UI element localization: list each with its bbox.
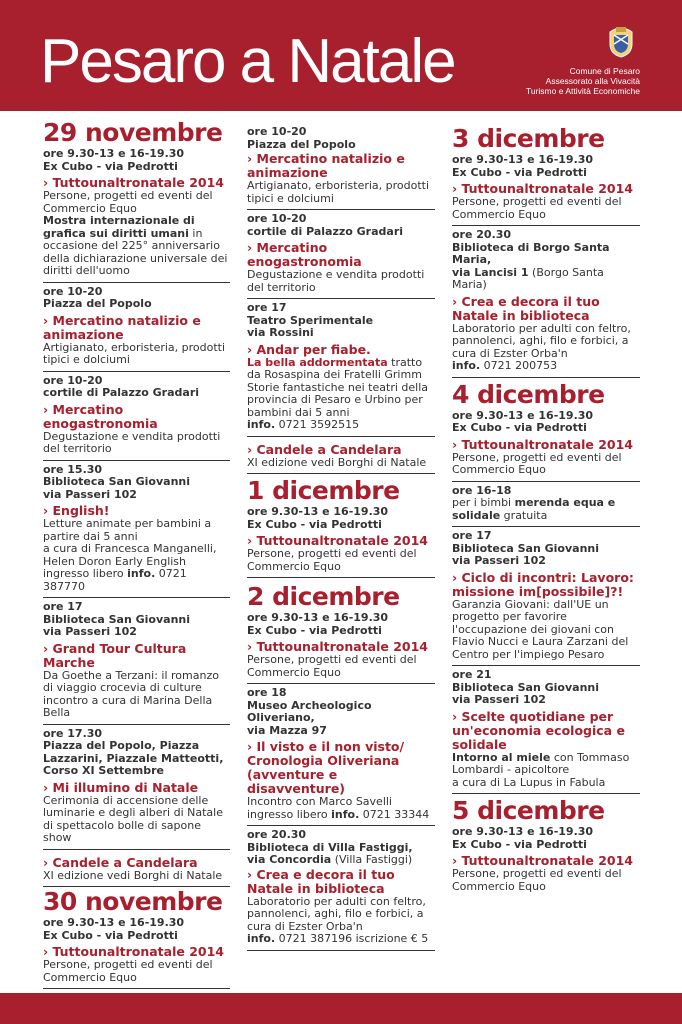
event-desc-text: per i bimbi <box>452 496 515 509</box>
event-place: via Passeri 102 <box>43 487 137 501</box>
event-desc: Garanzia Giovani: dall'UE un progetto per favorire l'occupazione dei giovani con Flavio Nucci e Laura Zarzani del Centro per l'impiego Pesaro <box>452 597 629 661</box>
event-title-link[interactable]: › Crea e decora il tuo Natale in biblioteca <box>452 293 600 323</box>
column-3 <box>452 124 640 897</box>
event-time: ore 15.30 <box>43 462 103 476</box>
event-place: cortile di Palazzo Gradari <box>247 224 404 238</box>
day-heading: 3 dicembre <box>452 124 605 153</box>
event <box>43 461 230 599</box>
info-phone: 0721 33344 <box>359 807 430 821</box>
event-title-link[interactable]: › Tuttounaltronatale 2014 <box>452 436 633 452</box>
event-time: ore 10-20 <box>247 212 307 225</box>
event-info <box>452 360 640 373</box>
comune-line: Assessorato alla Vivacità <box>545 76 640 86</box>
event-desc-text: ingresso libero <box>43 567 128 580</box>
event-place-area: (Borgo Santa Maria) <box>452 265 604 291</box>
event-desc <box>452 497 640 522</box>
info-label: info. <box>127 567 156 580</box>
event-highlight: Mostra internazionale di grafica sui diritti umani <box>43 214 195 240</box>
info-label: info. <box>247 932 276 945</box>
event-time: ore 18 <box>247 686 287 699</box>
event-info <box>247 933 435 946</box>
event-place-area: (Villa Fastiggi) <box>331 853 413 866</box>
event-desc: Persone, progetti ed eventi del Commercio Equo <box>43 958 213 984</box>
event-place: cortile di Palazzo Gradari <box>43 386 200 399</box>
event-place-street: via Concordia <box>247 853 332 866</box>
event-title-link[interactable]: › Crea e decora il tuo Natale in biblioteca <box>247 866 395 896</box>
event-title-link[interactable]: › Tuttounaltronatale 2014 <box>43 175 224 190</box>
event-desc: Laboratorio per adulti con feltro, pannolenci, aghi, filo e forbici, a cura di Ezster Orba'n <box>452 321 631 360</box>
event-title-link[interactable]: › Mercatino natalizio e animazione <box>43 312 201 342</box>
event-desc: Cerimonia di accensione delle luminarie e degli alberi di Natale di spettacolo bolle di sapone show <box>43 793 223 844</box>
day-heading: 30 novembre <box>43 887 223 916</box>
event-place: Ex Cubo - via Pedrotti <box>452 421 587 434</box>
event-title-link[interactable]: › Andar per fiabe. <box>247 341 371 357</box>
info-phone: 0721 387196 iscrizione € 5 <box>275 932 429 945</box>
event-desc: Letture animate per bambini a partire dai 5 anni <box>43 517 212 543</box>
event-title-link[interactable]: › Mercatino enogastronomia <box>247 240 362 269</box>
info-phone: 0721 387770 <box>43 567 187 593</box>
event-desc <box>247 357 435 420</box>
event-time: ore 10-20 <box>43 373 103 387</box>
event-title-link[interactable]: › Mi illumino di Natale <box>43 779 199 795</box>
event-desc <box>43 215 230 278</box>
event <box>452 666 640 794</box>
event-title-link[interactable]: › Il visto e il non visto/ Cronologia Oliveriana (avventure e disavventure) <box>247 739 405 796</box>
event-title-link[interactable]: › Mercatino enogastronomia <box>43 401 158 431</box>
day-heading: 1 dicembre <box>247 476 400 505</box>
event-time: ore 9.30-13 e 16-19.30 <box>452 153 594 166</box>
event <box>452 482 640 528</box>
event-title-link[interactable]: › English! <box>43 503 110 518</box>
event <box>43 850 230 888</box>
info-label: info. <box>452 359 481 372</box>
event-place <box>247 854 435 867</box>
event-desc-text: tratto da Rosaspina dei Fratelli Grimm Storie fantastiche nei teatri della provincia di Pesaro e Urbino per bambini dai 5 anni <box>247 355 428 419</box>
event-title-link[interactable]: › Tuttounaltronatale 2014 <box>43 944 224 959</box>
event <box>452 410 640 482</box>
event-place: via Mazza 97 <box>247 723 327 737</box>
event-desc: Persone, progetti ed eventi del Commercio Equo <box>452 450 622 476</box>
event-time: ore 9.30-13 e 16-19.30 <box>247 611 389 624</box>
event-highlight: merenda equa e solidale <box>452 496 616 522</box>
event-title-link[interactable]: › Mercatino natalizio e animazione <box>247 151 405 180</box>
event-desc: Artigianato, erboristeria, prodotti tipici e dolciumi <box>247 179 430 205</box>
event-time: ore 17.30 <box>43 726 103 740</box>
event-highlight: La bella addormentata <box>247 355 388 369</box>
event-title-link[interactable]: › Tuttounaltronatale 2014 <box>452 853 633 868</box>
event-desc: a cura di La Lupus in Fabula <box>452 775 606 789</box>
event-place-street: via Lancisi 1 <box>452 265 529 279</box>
event-place: Teatro Sperimentale <box>247 313 374 327</box>
event-place: Ex Cubo - via Pedrotti <box>43 159 178 173</box>
event-desc: Persone, progetti ed eventi del Commercio Equo <box>247 547 417 573</box>
event-place: via Rossini <box>247 326 314 339</box>
day-heading: 5 dicembre <box>452 796 605 825</box>
info-label: info. <box>331 807 360 821</box>
page-title: Pesaro a Natale <box>40 27 455 96</box>
event-time: ore 21 <box>452 668 492 681</box>
event <box>43 148 230 283</box>
event-time: ore 9.30-13 e 16-19.30 <box>43 916 185 929</box>
event-place: via Passeri 102 <box>452 693 546 706</box>
event-place: via Passeri 102 <box>43 625 137 638</box>
event-time: ore 9.30-13 e 16-19.30 <box>452 825 594 838</box>
event <box>43 725 230 850</box>
event-title-link[interactable]: › Candele a Candelara <box>43 854 198 870</box>
event <box>247 826 435 951</box>
event-desc <box>452 752 640 777</box>
event-time: ore 17 <box>43 600 83 613</box>
event-title-link[interactable]: › Tuttounaltronatale 2014 <box>247 639 428 654</box>
coat-of-arms-icon <box>606 24 636 58</box>
event <box>452 226 640 378</box>
event <box>247 210 435 299</box>
event-desc: Da Goethe a Terzani: il romanzo di viaggio crocevia di culture incontro a cura di Marina Della Bella <box>43 668 219 719</box>
event <box>247 684 435 826</box>
event-time: ore 9.30-13 e 16-19.30 <box>452 408 594 422</box>
event <box>247 299 435 437</box>
event-info <box>247 419 435 432</box>
event-place: Biblioteca di Borgo Santa Maria, <box>452 240 610 266</box>
event-title-link[interactable]: › Tuttounaltronatale 2014 <box>452 181 633 196</box>
event-time: ore 9.30-13 e 16-19.30 <box>247 505 389 518</box>
event-place: Ex Cubo - via Pedrotti <box>452 837 587 851</box>
event <box>247 506 435 578</box>
event-info <box>43 568 230 593</box>
event-place: Piazza del Popolo <box>247 137 356 151</box>
event-desc-text: con Tommaso Lombardi - apicoltore <box>452 750 630 776</box>
day-heading: 2 dicembre <box>247 582 400 611</box>
event-title-link[interactable]: › Ciclo di incontri: Lavoro: missione im[possibile]?! <box>452 569 634 599</box>
info-label: info. <box>247 418 276 431</box>
event <box>43 283 230 372</box>
event <box>452 527 640 666</box>
comune-credit <box>526 66 640 96</box>
header-banner <box>0 0 682 111</box>
event-place: Biblioteca San Giovanni <box>452 541 600 555</box>
event <box>247 437 435 475</box>
event <box>452 154 640 226</box>
event-desc: Laboratorio per adulti con feltro, pannolenci, aghi, filo e forbici, a cura di Ezster Orba'n <box>247 894 426 933</box>
event-place: Piazza del Popolo <box>43 297 152 310</box>
info-phone: 0721 3592515 <box>275 418 360 431</box>
event-place: Biblioteca San Giovanni <box>43 612 191 626</box>
event-desc: XI edizione vedi Borghi di Natale <box>247 455 427 469</box>
column-2 <box>247 126 435 951</box>
event-place: via Passeri 102 <box>452 554 546 567</box>
event-time: ore 9.30-13 e 16-19.30 <box>43 147 185 160</box>
event-desc: XI edizione vedi Borghi di Natale <box>43 868 223 882</box>
event-time: ore 10-20 <box>247 125 307 138</box>
event-desc: Persone, progetti ed eventi del Commercio Equo <box>43 189 213 215</box>
event-place: Biblioteca San Giovanni <box>452 680 600 694</box>
comune-line: Turismo e Attività Economiche <box>525 86 640 96</box>
event <box>452 826 640 897</box>
event-desc: Incontro con Marco Savelli <box>247 795 392 808</box>
event-desc: Persone, progetti ed eventi del Commercio Equo <box>247 653 417 679</box>
event-place: Biblioteca San Giovanni <box>43 475 191 488</box>
event <box>247 126 435 210</box>
column-1 <box>43 118 230 989</box>
event-desc: Degustazione e vendita prodotti del territorio <box>247 268 425 294</box>
event-time: ore 10-20 <box>43 284 103 298</box>
event-title-link[interactable]: › Candele a Candelara <box>247 441 402 457</box>
event-place: Ex Cubo - via Pedrotti <box>452 165 587 179</box>
event-time: ore 17 <box>452 529 492 542</box>
event-desc-text: gratuita <box>500 508 548 522</box>
event-title-link[interactable]: › Tuttounaltronatale 2014 <box>247 533 428 548</box>
event-desc: Artigianato, erboristeria, prodotti tipici e dolciumi <box>43 340 226 366</box>
comune-line: Comune di Pesaro <box>569 66 640 76</box>
event-desc: a cura di Francesca Manganelli, Helen Doron Early English <box>43 542 217 568</box>
event <box>43 598 230 725</box>
event-desc: Persone, progetti ed eventi del Commercio Equo <box>452 867 622 893</box>
event <box>247 612 435 684</box>
event-place: Museo Archeologico Oliveriano, <box>247 698 372 724</box>
event-title-link[interactable]: › Grand Tour Cultura Marche <box>43 640 187 670</box>
event-desc-text: ingresso libero <box>247 807 332 821</box>
event-time: ore 20.30 <box>452 228 512 241</box>
footer-band <box>0 993 682 1024</box>
event <box>43 372 230 461</box>
event-place: Ex Cubo - via Pedrotti <box>43 928 178 942</box>
event-place: Ex Cubo - via Pedrotti <box>247 517 382 531</box>
event-place: Ex Cubo - via Pedrotti <box>247 623 382 637</box>
event-highlight: Intorno al miele <box>452 750 551 764</box>
event-place: Biblioteca di Villa Fastiggi, <box>247 840 413 854</box>
day-heading: 29 novembre <box>43 118 223 147</box>
event-time: ore 20.30 <box>247 828 307 841</box>
event-desc: Degustazione e vendita prodotti del territorio <box>43 429 221 455</box>
event-place: Piazza del Popolo, Piazza Lazzarini, Piazzale Matteotti, Corso XI Settembre <box>43 739 224 777</box>
event <box>43 917 230 989</box>
event-info <box>247 809 435 822</box>
day-heading: 4 dicembre <box>452 379 605 409</box>
event-title-link[interactable]: › Scelte quotidiane per un'economia ecologica e solidale <box>452 708 625 752</box>
event-desc-text: in occasione del 225° anniversario della dichiarazione universale dei diritti dell'uomo <box>43 226 228 277</box>
info-phone: 0721 200753 <box>480 359 558 372</box>
event-time: ore 17 <box>247 301 287 314</box>
event-desc: Persone, progetti ed eventi del Commercio Equo <box>452 195 622 221</box>
event-time: ore 16-18 <box>452 483 512 497</box>
event-place <box>452 267 640 292</box>
